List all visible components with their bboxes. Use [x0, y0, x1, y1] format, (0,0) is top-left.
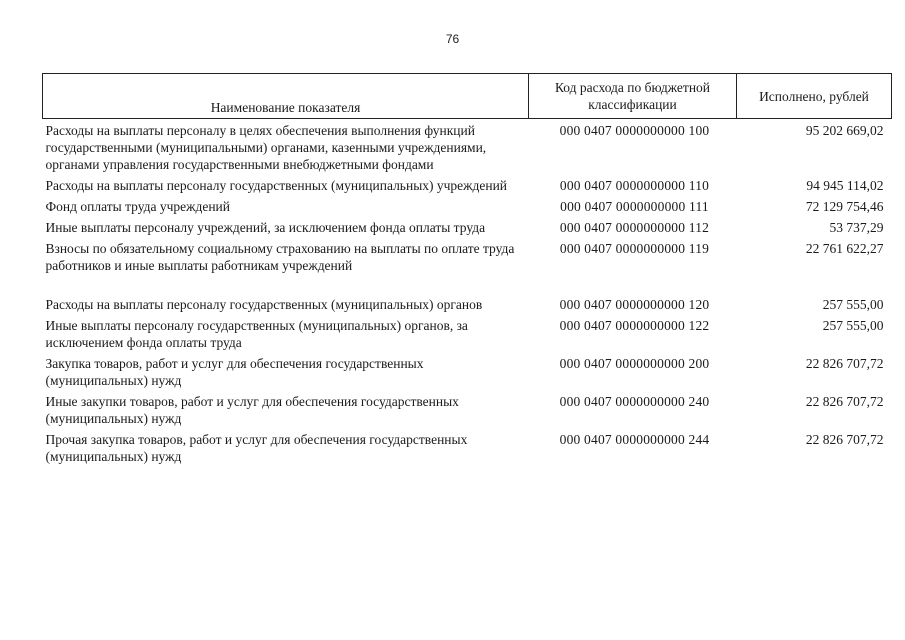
- table-row: [43, 317, 892, 355]
- row-budget-code: 000 0407 0000000000 244: [559, 432, 710, 447]
- table-row: [43, 219, 892, 240]
- budget-execution-table: [42, 73, 892, 469]
- header-executed-amount: Исполнено, рублей: [737, 74, 892, 119]
- table-row: [43, 198, 892, 219]
- row-executed-amount: 22 826 707,72: [805, 394, 884, 409]
- table-row: [43, 177, 892, 198]
- row-budget-code: 000 0407 0000000000 200: [559, 356, 710, 371]
- page-number: 76: [445, 32, 460, 46]
- table-row: [43, 431, 892, 469]
- row-executed-amount: 53 737,29: [829, 220, 884, 235]
- row-indicator-name: Иные выплаты персоналу учреждений, за исключением фонда оплаты труда: [45, 220, 486, 235]
- table-row: [43, 119, 892, 178]
- row-indicator-name: Иные закупки товаров, работ и услуг для обеспечения государственных (муниципальных) нужд: [45, 394, 459, 426]
- row-budget-code: 000 0407 0000000000 100: [559, 123, 710, 138]
- row-executed-amount: 22 761 622,27: [805, 241, 884, 256]
- header-budget-code: Код расхода по бюджетной классификации: [529, 74, 737, 119]
- row-indicator-name: Расходы на выплаты персоналу государственных (муниципальных) учреждений: [45, 178, 508, 193]
- row-executed-amount: 72 129 754,46: [805, 199, 884, 214]
- row-executed-amount: 95 202 669,02: [805, 123, 884, 138]
- table-row: [43, 240, 892, 296]
- row-indicator-name: Расходы на выплаты персоналу в целях обеспечения выполнения функций государственными (муниципальными) органами, казенными учреждениями, органами управления государственными внебюджетными фондами: [45, 123, 487, 172]
- row-budget-code: 000 0407 0000000000 122: [559, 318, 710, 333]
- row-indicator-name: Расходы на выплаты персоналу государственных (муниципальных) органов: [45, 297, 483, 312]
- row-budget-code: 000 0407 0000000000 111: [560, 199, 709, 214]
- table-row: [43, 393, 892, 431]
- row-budget-code: 000 0407 0000000000 110: [559, 178, 710, 193]
- row-indicator-name: Иные выплаты персоналу государственных (муниципальных) органов, за исключением фонда оплаты труда: [45, 318, 468, 350]
- table-header-row: [43, 74, 892, 119]
- row-executed-amount: 94 945 114,02: [806, 178, 884, 193]
- table-row: [43, 355, 892, 393]
- row-indicator-name: Прочая закупка товаров, работ и услуг для обеспечения государственных (муниципальных) нужд: [45, 432, 468, 464]
- row-indicator-name: Фонд оплаты труда учреждений: [45, 199, 230, 214]
- row-indicator-name: Закупка товаров, работ и услуг для обеспечения государственных (муниципальных) нужд: [45, 356, 424, 388]
- header-indicator-name: Наименование показателя: [43, 74, 529, 119]
- row-executed-amount: 257 555,00: [822, 318, 884, 333]
- table-row: [43, 296, 892, 317]
- row-budget-code: 000 0407 0000000000 120: [559, 297, 710, 312]
- row-executed-amount: 22 826 707,72: [805, 432, 884, 447]
- row-executed-amount: 257 555,00: [822, 297, 884, 312]
- row-budget-code: 000 0407 0000000000 240: [559, 394, 710, 409]
- row-indicator-name: Взносы по обязательному социальному страхованию на выплаты по оплате труда работников и иные выплаты работникам учреждений: [45, 241, 515, 273]
- row-executed-amount: 22 826 707,72: [805, 356, 884, 371]
- row-budget-code: 000 0407 0000000000 119: [559, 241, 710, 256]
- row-budget-code: 000 0407 0000000000 112: [559, 220, 710, 235]
